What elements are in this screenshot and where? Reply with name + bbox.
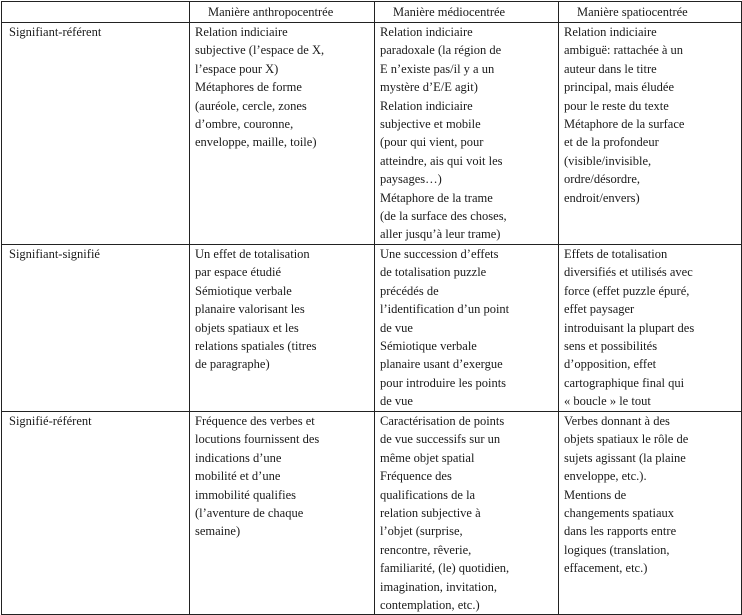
table-cell: Fréquence des verbes et locutions fournissent des indications d’une mobilité et d’une immobilité qualifies (l’aventure de chaque semaine) [190, 411, 375, 614]
table-cell: Effets de totalisation diversifiés et utilisés avec force (effet puzzle épuré, effet paysager introduisant la plupart des sens et possibilités d’opposition, effet cartographique final qui « boucle » le tout [559, 244, 742, 411]
table-row [2, 411, 742, 614]
header-cell-spatiocentree: Manière spatiocentrée [559, 2, 742, 23]
table-cell: Relation indiciaire paradoxale (la région de E n’existe pas/il y a un mystère d’E/E agit) Relation indiciaire subjective et mobile (pour qui vient, pour atteindre, ais qui voit les paysages…) Métaphore de la trame (de la surface des choses, aller jusqu’à leur trame) [375, 23, 559, 245]
table-cell: Caractérisation de points de vue successifs sur un même objet spatial Fréquence des qualifications de la relation subjective à l’objet (surprise, rencontre, rêverie, familiarité, (le) quotidien, imagination, invitation, contemplation, etc.) [375, 411, 559, 614]
header-row [2, 2, 742, 23]
table-cell: Une succession d’effets de totalisation puzzle précédés de l’identification d’un point de vue Sémiotique verbale planaire usant d’exergue pour introduire les points de vue [375, 244, 559, 411]
comparison-table [1, 1, 742, 615]
table-cell: Relation indiciaire subjective (l’espace de X, l’espace pour X) Métaphores de forme (auréole, cercle, zones d’ombre, couronne, enveloppe, maille, toile) [190, 23, 375, 245]
row-label-cell: Signifiant-référent [2, 23, 190, 245]
header-cell-empty [2, 2, 190, 23]
table-cell: Un effet de totalisation par espace étudié Sémiotique verbale planaire valorisant les objets spatiaux et les relations spatiales (titres de paragraphe) [190, 244, 375, 411]
row-label-cell: Signifiant-signifié [2, 244, 190, 411]
table-cell: Verbes donnant à des objets spatiaux le rôle de sujets agissant (la plaine enveloppe, etc.). Mentions de changements spatiaux dans les rapports entre logiques (translation, effacement, etc.) [559, 411, 742, 614]
table-cell: Relation indiciaire ambiguë: rattachée à un auteur dans le titre principal, mais éludée pour le reste du texte Métaphore de la surface et de la profondeur (visible/invisible, ordre/désordre, endroit/envers) [559, 23, 742, 245]
table-row [2, 244, 742, 411]
row-label-cell: Signifié-référent [2, 411, 190, 614]
header-cell-mediocentree: Manière médiocentrée [375, 2, 559, 23]
header-cell-anthropocentree: Manière anthropocentrée [190, 2, 375, 23]
table-row [2, 23, 742, 245]
